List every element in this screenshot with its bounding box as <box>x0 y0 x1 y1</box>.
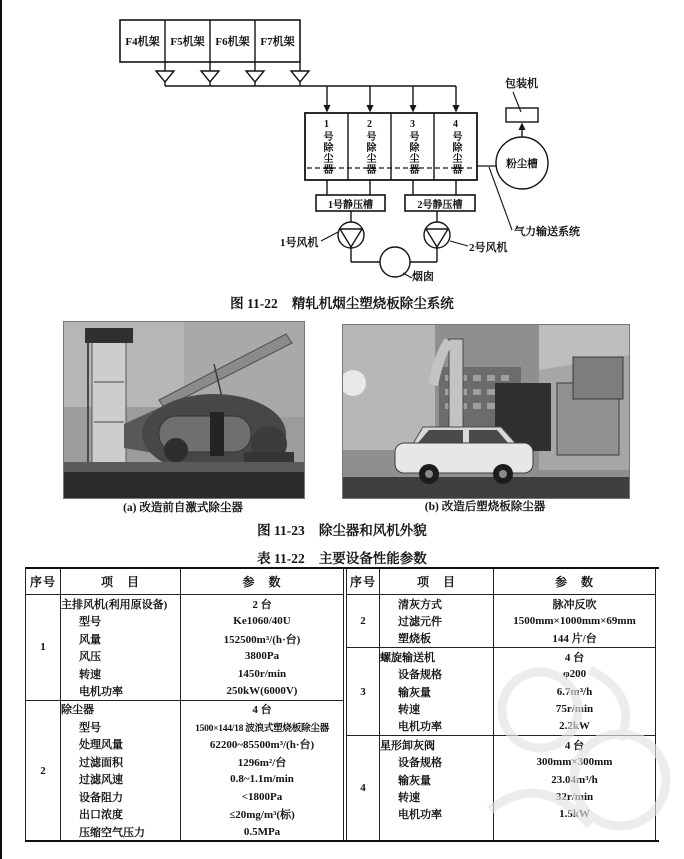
param-cell: 62200~85500m³/(h·台) <box>181 736 344 753</box>
table-11-22-name: 主要设备性能参数 <box>318 551 427 566</box>
header-param: 参 数 <box>494 569 656 595</box>
table-row <box>26 682 344 700</box>
param-cell: 1500mm×1000mm×69mm <box>494 612 656 629</box>
param-cell: 300mm×300mm <box>494 754 656 771</box>
param-cell: 1500×144/18 波浪式塑烧板除尘器 <box>181 718 344 735</box>
figure-11-22-title: 精轧机烟尘塑烧板除尘系统 <box>291 296 454 311</box>
table-row <box>26 718 344 735</box>
collector-2-label: 2号除尘器 <box>364 119 375 175</box>
param-cell: Ke1060/40U <box>181 612 344 629</box>
item-cell: 过滤风速 <box>61 771 181 788</box>
item-cell: 电机功率 <box>61 682 181 700</box>
item-cell: 风压 <box>61 647 181 664</box>
table-row <box>26 771 344 788</box>
param-cell: 4 台 <box>494 648 656 666</box>
spec-table-right <box>346 569 656 840</box>
table-header-row <box>26 569 344 595</box>
item-cell: 型号 <box>61 612 181 629</box>
item-cell: 设备阻力 <box>61 788 181 805</box>
param-cell: <1800Pa <box>181 788 344 805</box>
param-cell <box>494 823 656 840</box>
param-cell: 3800Pa <box>181 647 344 664</box>
param-cell: 144 片/台 <box>494 630 656 648</box>
param-cell: 152500m³/(h·台) <box>181 630 344 647</box>
figure-11-22-caption <box>0 292 684 312</box>
chimney-label: 烟囱 <box>412 271 434 283</box>
table-row <box>26 823 344 841</box>
item-cell: 转速 <box>380 700 494 717</box>
table-row <box>347 683 656 700</box>
param-cell: 4 台 <box>494 736 656 754</box>
collector-4-label: 4号除尘器 <box>450 119 461 175</box>
item-cell: 清灰方式 <box>380 595 494 613</box>
header-param: 参 数 <box>181 569 344 595</box>
header-item: 项 目 <box>61 569 181 595</box>
table-row <box>26 665 344 682</box>
param-cell: 0.8~1.1m/min <box>181 771 344 788</box>
figure-11-23-caption <box>0 519 684 539</box>
param-cell: 23.04m³/h <box>494 771 656 788</box>
table-row <box>347 630 656 648</box>
param-cell: 2.2kW <box>494 718 656 736</box>
photo-dust-collector-before <box>63 321 305 499</box>
item-cell: 过滤面积 <box>61 753 181 770</box>
serial-number-cell: 2 <box>26 700 61 840</box>
header-sn: 序号 <box>347 569 380 595</box>
serial-number-cell: 4 <box>347 736 380 841</box>
table-row <box>347 718 656 736</box>
item-cell: 出口浓度 <box>61 805 181 822</box>
photo-dust-collector-after <box>342 324 630 499</box>
item-cell: 风量 <box>61 630 181 647</box>
table-row <box>347 700 656 717</box>
table-row <box>26 612 344 629</box>
table-row <box>26 630 344 647</box>
item-cell: 压缩空气压力 <box>61 823 181 841</box>
dust-tank-label: 粉尘槽 <box>506 158 538 170</box>
table-header-row <box>347 569 656 595</box>
item-cell: 电机功率 <box>380 718 494 736</box>
packer-label: 包装机 <box>505 78 538 90</box>
photo-before-art <box>64 322 304 498</box>
table-row <box>347 612 656 629</box>
plenum-2-label: 2号静压槽 <box>417 199 463 211</box>
rack-label-f6: F6机架 <box>215 36 250 48</box>
table-row <box>26 788 344 805</box>
table-row <box>26 700 344 718</box>
fan-2-label: 2号风机 <box>469 242 508 254</box>
table-row <box>26 595 344 613</box>
item-cell: 星形卸灰阀 <box>380 736 494 754</box>
figure-11-22-number: 图 11-22 <box>230 296 278 311</box>
spec-table <box>25 567 659 842</box>
serial-number-cell: 2 <box>347 595 380 648</box>
table-row <box>347 788 656 805</box>
item-cell: 除尘器 <box>61 700 181 718</box>
rack-label-f7: F7机架 <box>260 36 295 48</box>
table-row <box>26 736 344 753</box>
param-cell: 2 台 <box>181 595 344 613</box>
photo-caption-b: (b) 改造后塑烧板除尘器 <box>424 501 546 513</box>
table-row <box>347 736 656 754</box>
table-11-22-number: 表 11-22 <box>257 551 305 566</box>
item-cell: 塑烧板 <box>380 630 494 648</box>
plenum-1-label: 1号静压槽 <box>328 199 373 211</box>
item-cell: 输灰量 <box>380 771 494 788</box>
photo-caption-a: (a) 改造前自激式除尘器 <box>123 502 243 514</box>
item-cell: 设备规格 <box>380 666 494 683</box>
spec-table-left-body <box>26 595 344 841</box>
param-cell: φ200 <box>494 666 656 683</box>
serial-number-cell: 1 <box>26 595 61 701</box>
item-cell <box>380 823 494 840</box>
header-item: 项 目 <box>380 569 494 595</box>
serial-number-cell: 3 <box>347 648 380 736</box>
spec-table-left <box>25 569 344 840</box>
table-row <box>347 823 656 840</box>
table-row <box>347 648 656 666</box>
table-11-22-title <box>0 547 684 567</box>
param-cell: 250kW(6000V) <box>181 682 344 700</box>
fan-1-label: 1号风机 <box>280 237 319 249</box>
pneumatic-system-label: 气力输送系统 <box>514 226 580 238</box>
item-cell: 处理风量 <box>61 736 181 753</box>
item-cell: 螺旋输送机 <box>380 648 494 666</box>
table-row <box>347 666 656 683</box>
table-row <box>26 647 344 664</box>
table-row <box>347 754 656 771</box>
param-cell: 1450r/min <box>181 665 344 682</box>
item-cell: 设备规格 <box>380 754 494 771</box>
item-cell: 输灰量 <box>380 683 494 700</box>
param-cell: 脉冲反吹 <box>494 595 656 613</box>
param-cell: 75r/min <box>494 700 656 717</box>
figure-11-23-title: 除尘器和风机外貌 <box>318 523 427 538</box>
table-row <box>26 805 344 822</box>
item-cell: 型号 <box>61 718 181 735</box>
param-cell: 6.7m³/h <box>494 683 656 700</box>
param-cell: 4 台 <box>181 700 344 718</box>
item-cell: 转速 <box>61 665 181 682</box>
table-row <box>347 771 656 788</box>
table-row <box>26 753 344 770</box>
param-cell: ≤20mg/m³(标) <box>181 805 344 822</box>
table-row <box>347 595 656 613</box>
item-cell: 过滤元件 <box>380 612 494 629</box>
param-cell: 1296m²/台 <box>181 753 344 770</box>
rack-label-f5: F5机架 <box>170 36 205 48</box>
param-cell: 0.5MPa <box>181 823 344 841</box>
item-cell: 电机功率 <box>380 806 494 823</box>
collector-3-label: 3号除尘器 <box>407 119 418 175</box>
param-cell: 32r/min <box>494 788 656 805</box>
figure-11-22-diagram <box>0 0 684 320</box>
photo-after-art <box>343 325 629 498</box>
item-cell: 主排风机(利用原设备) <box>61 595 181 613</box>
diagram-lines <box>0 0 684 320</box>
item-cell: 转速 <box>380 788 494 805</box>
param-cell: 1.5kW <box>494 806 656 823</box>
table-row <box>347 806 656 823</box>
spec-table-right-body <box>347 595 656 841</box>
figure-11-23-number: 图 11-23 <box>257 523 305 538</box>
header-sn: 序号 <box>26 569 61 595</box>
rack-label-f4: F4机架 <box>125 36 160 48</box>
collector-1-label: 1号除尘器 <box>321 119 332 175</box>
